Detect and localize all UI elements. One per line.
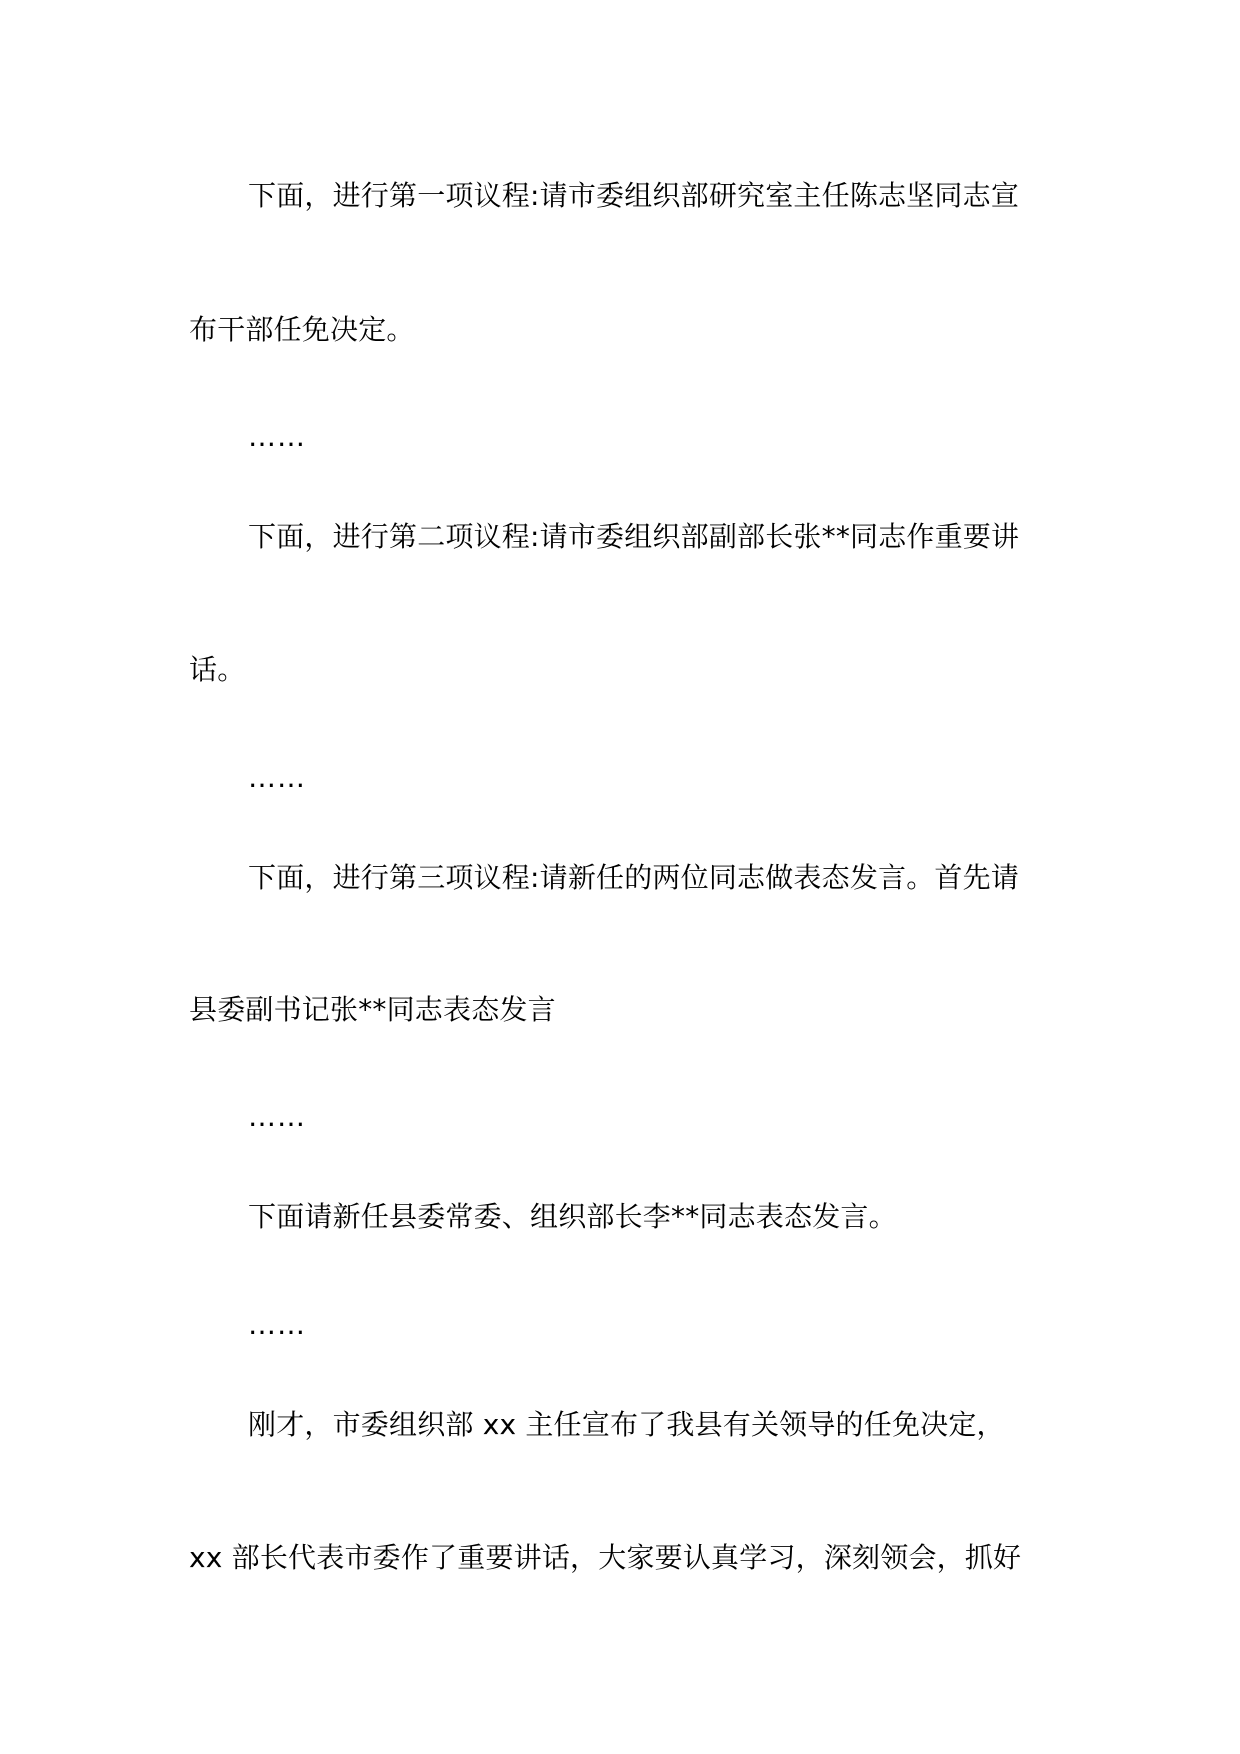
ellipsis-line: …… [248, 1100, 306, 1133]
paragraph-line: 下面，进行第三项议程:请新任的两位同志做表态发言。首先请 [248, 861, 1020, 894]
paragraph-line: xx 部长代表市委作了重要讲话，大家要认真学习，深刻领会，抓好 [189, 1541, 1022, 1574]
paragraph-line: 布干部任免决定。 [189, 313, 415, 346]
paragraph-line: 下面请新任县委常委、组织部长李**同志表态发言。 [248, 1200, 897, 1233]
paragraph-line: 下面，进行第一项议程:请市委组织部研究室主任陈志坚同志宣 [248, 179, 1020, 212]
paragraph-line: 话。 [189, 653, 246, 686]
paragraph-line: 下面，进行第二项议程:请市委组织部副部长张**同志作重要讲 [248, 520, 1020, 553]
ellipsis-line: …… [248, 761, 306, 794]
paragraph-line: 刚才，市委组织部 xx 主任宣布了我县有关领导的任免决定， [248, 1408, 1005, 1441]
paragraph-line: 县委副书记张**同志表态发言 [189, 993, 556, 1026]
ellipsis-line: …… [248, 1308, 306, 1341]
ellipsis-line: …… [248, 420, 306, 453]
